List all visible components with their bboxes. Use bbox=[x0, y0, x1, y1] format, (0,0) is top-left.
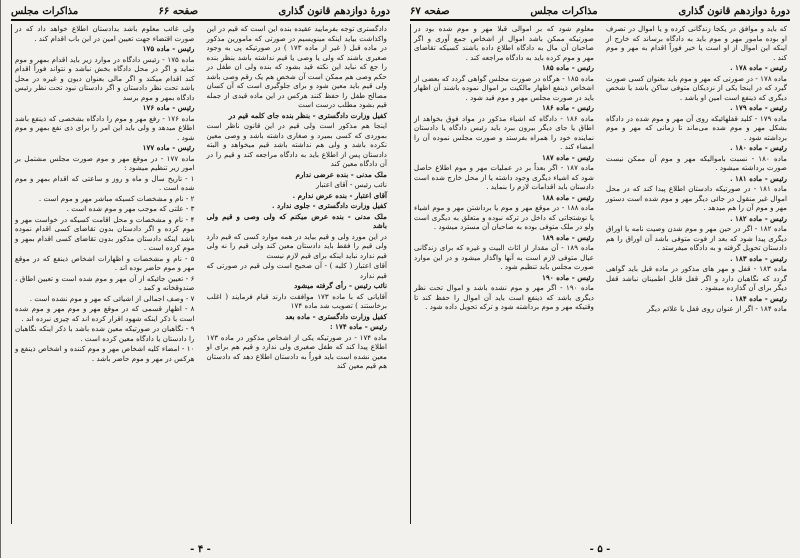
left-page-header bbox=[410, 6, 790, 21]
header-title: دورهٔ دوازدهم قانون گذاری bbox=[278, 6, 390, 17]
paragraph: ۵ - نام و مشخصات و اظهارات اشخاص ذینفع که در موقع مهر و موم حاضر بوده اند . bbox=[15, 253, 195, 272]
article-heading: کفیل وزارت دادگستری - بنظر بنده جای کلمه قیم در bbox=[228, 110, 387, 120]
article-heading: کفیل وزارت دادگستری - جلوی ندارد . bbox=[272, 201, 387, 210]
article-heading: آقای اعتبار - بنده عرض ندارم . bbox=[292, 190, 387, 200]
paragraph: ۷ - وصف اجمالی از اشیائی که مهر و موم نشده است . bbox=[29, 293, 195, 303]
paragraph: نائب رئیس - آقای اعتبار bbox=[315, 180, 387, 189]
left-page-columns bbox=[410, 24, 790, 524]
paragraph: ماده ۱۷۶ - رفع مهر و موم را دادگاه بشخصی که ذینفع باشد اطلاع میدهد و ولی باید این امر را برای ذی نفع بمهر و موم شود . bbox=[15, 113, 195, 142]
paragraph: ۲ - نام و مشخصات کسیکه مباشر مهر و موم است . bbox=[38, 193, 195, 203]
paragraph: ماده ۱۷۸ - در صورتی که مهر و موم باید بعنوان کسی صورت گیرد که در اینجا یکی از نزدیکان متوفی ساکن باشد یا شخص دیگری که ذینفع است امین او باشد . bbox=[606, 73, 787, 102]
text-column bbox=[410, 24, 597, 524]
paragraph: ۳ - علتی که موجب مهر و موم شده است . bbox=[66, 204, 195, 213]
article-heading: رئیس - ماده ۱۸۹ bbox=[542, 232, 595, 242]
paragraph: ماده ۱۸۹ - آن مقدار از اثاث البیت و غیره که برای زندگانی عیال متوفی لازم است به آنها واگذار میشود و در این موارد صورت مجلس باید تنظیم شود . bbox=[414, 243, 595, 271]
article-heading: کفیل وزارت دادگستری - ماده بعد bbox=[285, 311, 387, 321]
article-heading: رئیس - ماده ۱۸۵ bbox=[542, 63, 595, 72]
header-page-number: صفحه ۶۶ bbox=[158, 6, 199, 17]
header-title: دورهٔ دوازدهم قانون گذاری bbox=[678, 6, 790, 17]
paragraph: ماده ۱۹۰ - اگر مهر و موم نشده باشد و اموال تحت نظر دیگری باشد که ذینفع است باید آن اموال را حفظ کند تا وقتیکه مهر و موم برداشته شود و ترکه تحویل داده شود . bbox=[414, 283, 595, 311]
article-heading: نائب رئیس - رأی گرفته میشود bbox=[294, 281, 387, 290]
paragraph: ماده ۱۸۳ - قفل و مهر های مذکور در ماده قبل باید گواهی گردد که نگاهبان دارد و اگر قفل قابل اطمینان نباشد قفل دیگر برای آن گذارده میشود . bbox=[606, 264, 787, 292]
paragraph: ۱ - تاریخ سال و ماه و روز و ساعتی که اقدام بمهر و موم شده است . bbox=[15, 173, 195, 192]
header-page-number: صفحه ۶۷ bbox=[410, 6, 450, 17]
paragraph: ۶ - تعیین جائیکه از آن مهر و موم شده است و تعیین اطاق ، صندوقخانه و کمد . bbox=[15, 273, 195, 292]
paragraph: ماده ۱۷۴ - در صورتیکه یکی از اشخاص مذکور در ماده ۱۷۳ اطلاع پیدا کند که طفل صغیری ولی ندارد و قیم هم برای او معین نشده است باید فوراً به دادستان اطلاع دهد که دادستان هم قیم معین کند bbox=[206, 332, 387, 370]
article-heading: رئیس - ماده ۱۸۰ . bbox=[730, 143, 787, 152]
paragraph: دادگستری توجه بفرمایید عقیده بنده این است که قیم در این واکذاشت بیاید اینکه مینویسیم در صورتی که مامورین مذکور در ماده قبل ( غیر از ماده ۱۷۳ ) در صورتیکه پی به وجود صغیری باشند که ولی یا وصی یا قیم نداشته باشد بنظر بنده را جع که نباید این نکته قید بشود که بنده ولی ان طفل در حکم وصی هم ممکن است آن شخص هم یک رقم وصی باشد ولی قیم باید معین شود و برای جلوگیری است که آن کسان مصالح طفل را حفظ کنند هرکس در این ماده قیدی از جمله قیم بشود مطلب درست است bbox=[206, 24, 388, 109]
paragraph: ۸ - اظهار قسمی که در موقع مهر و موم مهر و موم شده است با ذکر اینکه شهود اقرار کرده اند که چیزی نبرده اند . bbox=[15, 304, 195, 323]
paragraph: ماده ۱۸۷ - اگر بعداً بر در عملیات مهر و موم اطلاع حاصل شود که اشیاء دیگری وجود داشته یا از محل خارج شده است دادستان باید اقدامات لازم را بنماید . bbox=[414, 163, 595, 191]
paragraph: ماده ۱۸۴ - اگر از عنوان روی قفل یا علائم دیگر bbox=[647, 304, 787, 313]
paragraph: ولی غائب معلوم باشد بدادستان اطلاع خواهد داد که در صورت اقتضاء جهت تعیین امین در این باب اقدام کند . bbox=[15, 24, 195, 43]
text-column bbox=[204, 24, 390, 524]
paragraph: آقایانی که با ماده ۱۷۳ موافقت دارند قیام فرمایند ( اغلب برخاستند ) تصویب شد ماده ۱۷۴ bbox=[206, 291, 387, 310]
article-heading: ملک مدنی - بنده عرض میکنم که ولی وصی و قیم ولی باشد bbox=[206, 211, 387, 230]
paragraph: ماده ۱۷۵ - رئیس دادگاه در موارد زیر باید اقدام بمهر و موم نماید و اگر در محل دادگاه بخش نباشد و نتواند فوراً اقدام کند اقدام میکند و اگر مالی بعنوان دیون و غیره در محل باشد تحت نظر دادستان و اگر دادستان نبود تحت نظر رئیس دادگاه بمهر و موم برسد bbox=[15, 54, 195, 102]
page-footer-number: - ۴ - bbox=[190, 544, 211, 555]
article-heading: رئیس - ماده ۱۷۴ : bbox=[329, 322, 387, 331]
paragraph: آقای اعتبار ( کلیه ) - آن صحیح است ولی قیم در صورتی که قیم ندارد bbox=[206, 261, 387, 280]
article-heading: رئیس - ماده ۱۷۶ bbox=[142, 103, 195, 112]
paragraph: ۴ - نام و مشخصات و محل اقامت کسیکه در خواست مهر و موم کرده و اگر دادستان بدون تقاضای کسی اقدام نموده باشد اینکه دادستان مذکور بدون تقاضای کسی اقدام بمهر و موم کرده است . bbox=[15, 214, 195, 252]
text-column bbox=[11, 24, 198, 524]
right-page-header bbox=[11, 6, 390, 21]
article-heading: رئیس - ماده ۱۸۴ . bbox=[730, 293, 787, 303]
paragraph: معلوم شود که بر اموالی قبلا مهر و موم شده بود در صورتیکه ممکن باشد اموال از اشخاص جمع آوری و اگر صاحبان آن مال به دادگاه اطلاع داده باشند کسیکه تقاضای مهر و موم کرده باید به دادگاه مراجعه کند . bbox=[414, 24, 595, 62]
article-heading: رئیس - ماده ۱۸۷ bbox=[542, 152, 595, 162]
paragraph: ماده ۱۸۶ - دادگاه که اشیاء مذکور در مواد فوق بخواهد از اطاق یا جای دیگر بیرون ببرد باید رئیس دادگاه یا دادستان نماینده خود را همراه بفرستد و صورت مجلس نموده آن را امضاء کند . bbox=[414, 113, 595, 151]
article-heading: رئیس - ماده ۱۸۸ bbox=[542, 192, 595, 202]
paragraph: ماده ۱۸۲ - اگر در حین مهر و موم شدن وصیت نامه یا اوراق دیگری پیدا شود که بعد از فوت متوفی باشد آن اوراق را هم دادستان تحویل گرفته و به دادگاه میفرستد . bbox=[606, 224, 787, 252]
paragraph: ۹ - نگاهبان در صورتیکه معین شده باشد با ذکر اینکه نگاهبان را دادستان یا دادگاه معین کرده است . bbox=[15, 324, 195, 343]
paragraph: ۱۰ - امضاء کلیه اشخاص مهر و موم کننده و اشخاص ذینفع و هرکس در مهر و موم حاضر باشد . bbox=[15, 344, 195, 363]
article-heading: رئیس - ماده ۱۹۰ bbox=[542, 272, 595, 282]
article-heading: رئیس - ماده ۱۷۹ . bbox=[730, 103, 787, 112]
paragraph: اینجا هم مذکور است ولی قیم در این قانون ناظر است بموردی که کسی بمیرد و صغاری داشته باشد و وصی معین نکرده باشد و ولی هم نداشته باشد قیم میخواهد و البته دادستان پس از اطلاع باید به دادگاه مراجعه کند و قیم را در آن دادگاه معین کند bbox=[206, 121, 387, 168]
header-section: مذاکرات مجلس bbox=[11, 6, 79, 17]
text-column bbox=[603, 24, 790, 524]
article-heading: رئیس - ماده ۱۸۶ bbox=[542, 103, 595, 112]
article-heading: رئیس - ماده ۱۷۸ . bbox=[730, 63, 787, 72]
article-heading: رئیس - ماده ۱۷۵ bbox=[142, 44, 195, 53]
article-heading: رئیس - ماده ۱۸۲ . bbox=[730, 213, 787, 223]
article-heading: رئیس - ماده ۱۸۳ . bbox=[730, 253, 787, 263]
paragraph: در این مورد ولی و قیم بیاید در همه موارد کسی که قیم دارد ولی قیم را فقط باید دادستان معین کند ولی قیم را نه ولی قیم ندارد نباید اینکه برای قیم لازم نیست bbox=[206, 231, 387, 260]
article-heading: ملک مدنی - بنده عرضی ندارم bbox=[295, 169, 387, 179]
right-page-columns bbox=[11, 24, 390, 524]
article-heading: رئیس - ماده ۱۷۷ bbox=[142, 143, 195, 152]
header-section: مذاکرات مجلس bbox=[530, 6, 598, 17]
paragraph: ماده ۱۸۵ - هرگاه در صورت مجلس گواهی گردد که بعضی از اشخاص ذینفع اظهار مالکیت بر اموال نموده باشند آن اظهار باید در صورت مجلس مهر و موم قید شود . bbox=[414, 73, 595, 102]
paragraph: ماده ۱۸۸ - در موقع مهر و موم یا برداشتن مهر و موم اشیاء یا نوشتجاتی که داخل در ترکه نبوده و متعلق به دیگری است ولو در ملک متوفی بوده به صاحبان آن مسترد میشود . bbox=[414, 203, 595, 231]
page-footer-number: - ۵ - bbox=[589, 544, 611, 555]
paragraph: ماده ۱۷۷ - در موقع مهر و موم صورت مجلس مشتمل بر امور زیر تنظیم میشود : bbox=[15, 153, 195, 172]
article-heading: رئیس - ماده ۱۸۱ . bbox=[730, 173, 787, 183]
paragraph: ماده ۱۸۰ - نسبت باموالیکه مهر و موم آن ممکن نیست صورت برداشته میشود . bbox=[606, 153, 787, 172]
paragraph: که باید و موافق در یکجا زندگانی کرده و یا اموال در تصرف او بوده مامور مهر و موم باید به دادگاه برساند که خارج از اینکه این اموال از او است یا خیر فوراً اقدام به مهر و موم کند . bbox=[606, 24, 787, 62]
paragraph: ماده ۱۸۱ - در صورتیکه دادستان اطلاع پیدا کند که در محل اموال غیر منقول در جائی دیگر مهر و موم شده است دستور مهر و موم آن را هم میدهد . bbox=[606, 184, 787, 212]
paragraph: ماده ۱۷۹ - کلید قفلهائیکه روی آن مهر و موم شده در دادگاه بشکل مهر و موم شده می‌ماند تا زمانی که مهر و موم برداشته شود . bbox=[606, 113, 787, 142]
left-page bbox=[400, 0, 800, 558]
